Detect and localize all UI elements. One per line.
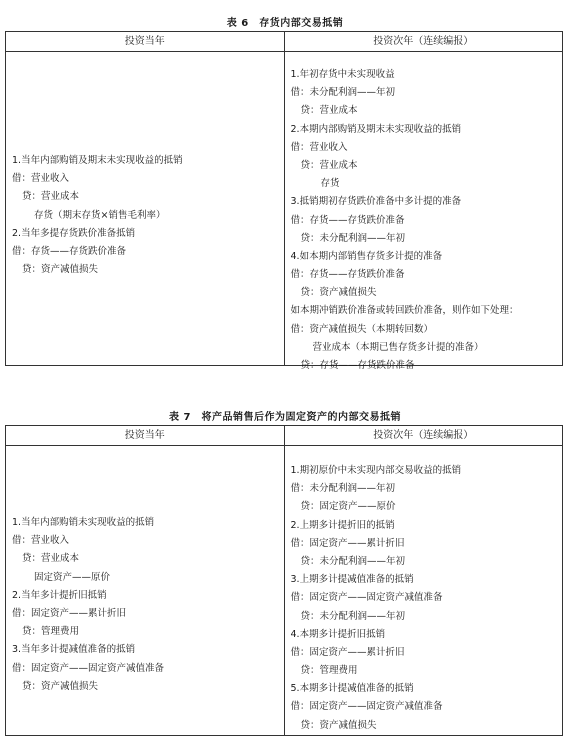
- entry-line: 2.上期多计提折旧的抵销: [290, 519, 395, 531]
- table6-left-lines: [12, 152, 280, 279]
- entry-line: 借：未分配利润——年初: [290, 87, 396, 99]
- entry-line: 2.当年多提存货跌价准备抵销: [12, 227, 136, 239]
- entry-line: 2.本期内部购销及期末未实现收益的抵销: [290, 123, 462, 135]
- entry-line: 1.期初原价中未实现内部交易收益的抵销: [290, 465, 462, 476]
- entry-line: 借：营业收入: [12, 535, 70, 547]
- table6-header-row: [6, 32, 562, 52]
- entry-line: 固定资产——原价: [34, 571, 111, 583]
- entry-line: 4.本期多计提折旧抵销: [290, 628, 386, 640]
- table7-header-row: [6, 426, 562, 446]
- entry-line: 4.如本期内部销售存货多计提的准备: [290, 250, 443, 262]
- entry-line: 3.上期多计提减值准备的抵销: [290, 574, 414, 586]
- entry-line: 贷：营业成本: [22, 191, 80, 203]
- table6-body: [6, 52, 562, 371]
- table6-right-cell: [285, 52, 563, 371]
- entry-line: 贷：资产减值损失: [300, 287, 377, 299]
- entry-line: 贷：未分配利润——年初: [300, 610, 406, 622]
- table7-body: [6, 446, 562, 735]
- entry-line: 如本期冲销跌价准备或转回跌价准备，则作如下处理：: [290, 305, 519, 317]
- entry-line: 存货: [320, 178, 340, 190]
- table7-header-left: 投资当年: [6, 426, 285, 445]
- entry-line: 3.当年多计提减值准备的抵销: [12, 644, 136, 656]
- table6-header-right: 投资次年（连续编报）: [373, 36, 474, 47]
- entry-line: 5.本期多计提减值准备的抵销: [290, 683, 414, 695]
- entry-line: 借：营业收入: [12, 173, 70, 185]
- table7-left-cell: [6, 446, 285, 735]
- entry-line: 营业成本（本期已售存货多计提的准备）: [312, 341, 484, 353]
- table6-right-lines: [291, 66, 559, 375]
- entry-line: 贷：固定资产——原价: [300, 501, 396, 513]
- entry-line: 贷：营业成本: [300, 105, 358, 117]
- table6: [5, 31, 563, 371]
- entry-line: 贷：资产减值损失: [22, 680, 99, 692]
- entry-line: 1.当年内部购销及期末未实现收益的抵销: [12, 155, 183, 166]
- table6-caption: 表 6 存货内部交易抵销: [226, 18, 344, 29]
- entry-line: 贷：管理费用: [300, 665, 358, 677]
- entry-line: 贷：资产减值损失: [300, 719, 377, 731]
- entry-line: 2.当年多计提折旧抵销: [12, 589, 107, 601]
- entry-line: 借：存货——存货跌价准备: [290, 269, 405, 281]
- entry-line: 贷：营业成本: [22, 553, 80, 565]
- entry-line: 借：固定资产——累计折旧: [290, 537, 405, 549]
- entry-line: 借：固定资产——固定资产减值准备: [290, 592, 443, 604]
- table7-left-lines: [12, 514, 280, 696]
- entry-line: 借：固定资产——累计折旧: [290, 646, 405, 658]
- entry-line: 贷：未分配利润——年初: [300, 555, 406, 567]
- entry-line: 1.年初存货中未实现收益: [290, 69, 395, 80]
- entry-line: 借：固定资产——累计折旧: [12, 607, 127, 619]
- table7-right-lines: [291, 462, 559, 735]
- entry-line: 贷：营业成本: [300, 159, 358, 171]
- table7: [5, 425, 563, 736]
- entry-line: 贷：存货——存货跌价准备: [300, 360, 415, 371]
- entry-line: 借：营业收入: [290, 141, 348, 153]
- entry-line: 贷：资产减值损失: [22, 264, 99, 276]
- entry-line: 3.抵销期初存货跌价准备中多计提的准备: [290, 196, 462, 208]
- table7-header-right: 投资次年（连续编报）: [373, 430, 474, 441]
- table7-right-cell: [285, 446, 563, 735]
- table6-left-cell: [6, 52, 285, 365]
- entry-line: 借：未分配利润——年初: [290, 483, 396, 495]
- entry-line: 借：固定资产——固定资产减值准备: [290, 701, 443, 713]
- entry-line: 存货（期末存货×销售毛利率）: [34, 209, 166, 221]
- entry-line: 贷：管理费用: [22, 626, 80, 638]
- entry-line: 借：存货——存货跌价准备: [12, 245, 127, 257]
- entry-line: 借：资产减值损失（本期转回数）: [290, 323, 434, 335]
- table7-caption: 表 7 将产品销售后作为固定资产的内部交易抵销: [169, 412, 401, 423]
- entry-line: 借：存货——存货跌价准备: [290, 214, 405, 226]
- table6-header-left: 投资当年: [6, 32, 285, 51]
- entry-line: 贷：未分配利润——年初: [300, 232, 406, 244]
- entry-line: 借：固定资产——固定资产减值准备: [12, 662, 165, 674]
- entry-line: 1.当年内部购销未实现收益的抵销: [12, 517, 155, 528]
